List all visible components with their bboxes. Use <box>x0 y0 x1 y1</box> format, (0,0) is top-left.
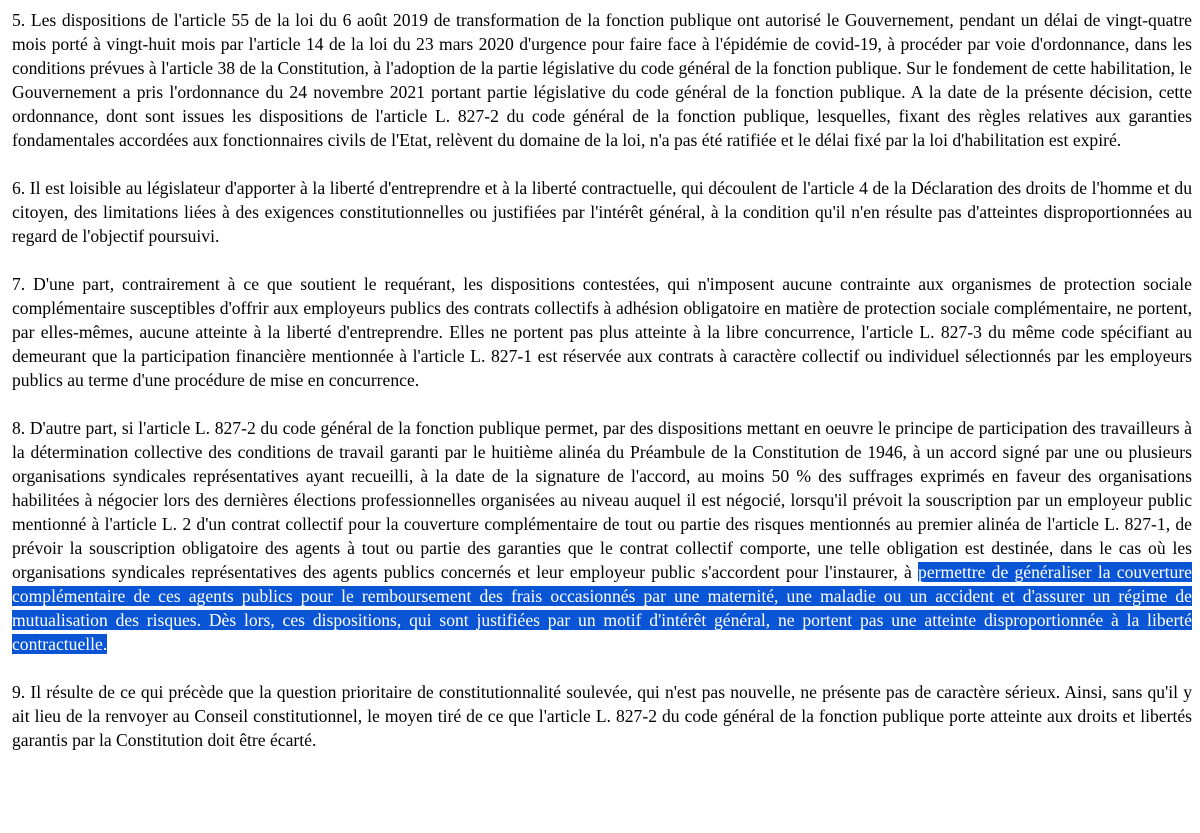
paragraph-8-text: 8. D'autre part, si l'article L. 827-2 du code général de la fonction publique permet, par des dispositions mettant en oeuvre le principe de participation des travailleurs à la détermination collective des conditions de travail garanti par le huitième alinéa du Préambule de la Constitution de 1946, à un accord signé par une ou plusieurs organisations syndicales représentatives ayant recueilli, à la date de la signature de l'accord, au moins 50 % des suffrages exprimés en faveur des organisations habilitées à négocier lors des dernières élections professionnelles organisées au niveau auquel il est négocié, lorsqu'il prévoit la souscription par un employeur public mentionné à l'article L. 2 d'un contrat collectif pour la couverture complémentaire de tout ou partie des risques mentionnés au premier alinéa de l'article L. 827-1, de prévoir la souscription obligatoire des agents à tout ou partie des garanties que le contrat collectif comporte, une telle obligation est destinée, dans le cas où les organisations syndicales représentatives des agents publics concernés et leur employeur public s'accordent pour l'instaurer, à <box>12 418 1192 582</box>
paragraph-5: 5. Les dispositions de l'article 55 de la loi du 6 août 2019 de transformation de la fonction publique ont autorisé le Gouvernement, pendant un délai de vingt-quatre mois porté à vingt-huit mois par l'article 14 de la loi du 23 mars 2020 d'urgence pour faire face à l'épidémie de covid-19, à procéder par voie d'ordonnance, dans les conditions prévues à l'article 38 de la Constitution, à l'adoption de la partie législative du code général de la fonction publique. Sur le fondement de cette habilitation, le Gouvernement a pris l'ordonnance du 24 novembre 2021 portant partie législative du code général de la fonction publique. A la date de la présente décision, cette ordonnance, dont sont issues les dispositions de l'article L. 827-2 du code général de la fonction publique, lesquelles, fixant des règles relatives aux garanties fondamentales accordées aux fonctionnaires civils de l'Etat, relèvent du domaine de la loi, n'a pas été ratifiée et le délai fixé par la loi d'habilitation est expiré. <box>12 10 1192 150</box>
paragraph-8 <box>12 416 1192 656</box>
selected-text-highlight[interactable]: permettre de généraliser la couverture complémentaire de ces agents publics pour le remboursement des frais occasionnés par une maternité, une maladie ou un accident et d'assurer un régime de mutualisation des risques. Dès lors, ces dispositions, qui sont justifiées par un motif d'intérêt général, ne portent pas une atteinte disproportionnée à la liberté contractuelle. <box>12 562 1192 654</box>
paragraph-7: 7. D'une part, contrairement à ce que soutient le requérant, les dispositions contestées, qui n'imposent aucune contrainte aux organismes de protection sociale complémentaire susceptibles d'offrir aux employeurs publics des contrats collectifs à adhésion obligatoire en matière de protection sociale complémentaire, ne portent, par elles-mêmes, aucune atteinte à la liberté d'entreprendre. Elles ne portent pas plus atteinte à la libre concurrence, l'article L. 827-3 du même code spécifiant au demeurant que la participation financière mentionnée à l'article L. 827-1 est réservée aux contrats à caractère collectif ou individuel sélectionnés par les employeurs publics au terme d'une procédure de mise en concurrence. <box>12 274 1192 390</box>
paragraph-9: 9. Il résulte de ce qui précède que la question prioritaire de constitutionnalité soulevée, qui n'est pas nouvelle, ne présente pas de caractère sérieux. Ainsi, sans qu'il y ait lieu de la renvoyer au Conseil constitutionnel, le moyen tiré de ce que l'article L. 827-2 du code général de la fonction publique porte atteinte aux droits et libertés garantis par la Constitution doit être écarté. <box>12 682 1192 750</box>
paragraph-6: 6. Il est loisible au législateur d'apporter à la liberté d'entreprendre et à la liberté contractuelle, qui découlent de l'article 4 de la Déclaration des droits de l'homme et du citoyen, des limitations liées à des exigences constitutionnelles ou justifiées par l'intérêt général, à la condition qu'il n'en résulte pas d'atteintes disproportionnées au regard de l'objectif poursuivi. <box>12 178 1192 246</box>
